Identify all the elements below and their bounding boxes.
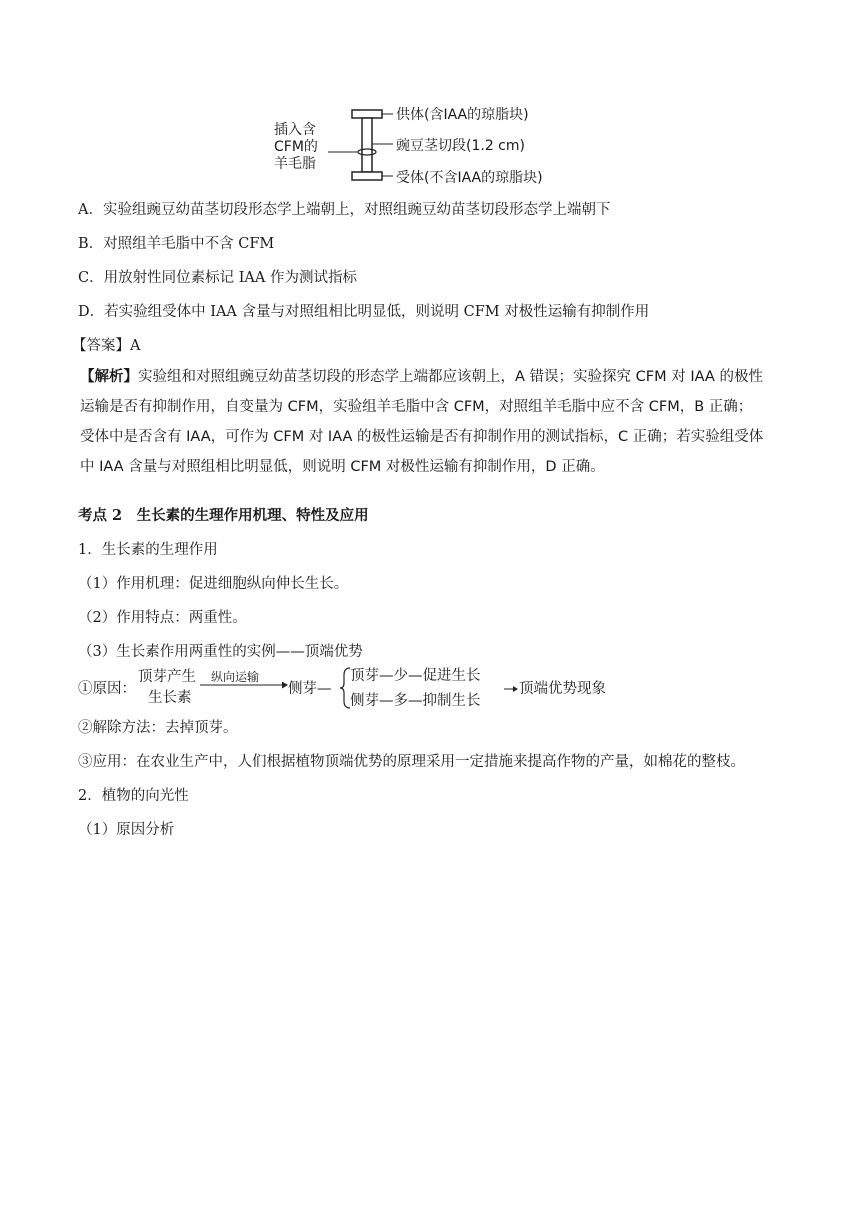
item-apply: ③应用：在农业生产中，人们根据植物顶端优势的原理采用一定措施来提高作物的产量，如棉花的整枝。 (78, 754, 745, 770)
flow-branch-top: 顶芽—少—促进生长 (350, 668, 481, 684)
cause-label: ①原因： (78, 681, 136, 697)
analysis-line-2: 运输是否有抑制作用，自变量为 CFM，实验组羊毛脂中含 CFM，对照组羊毛脂中应不含 CFM，B 正确； (80, 399, 753, 415)
flow-source-top: 顶芽产生 (138, 669, 196, 685)
analysis-line-4: 中 IAA 含量与对照组相比明显低，则说明 CFM 对极性运输有抑制作用，D 正确。 (80, 459, 605, 475)
flow-result: 顶端优势现象 (519, 681, 606, 697)
option-b: B．对照组羊毛脂中不含 CFM (78, 236, 275, 252)
item-example: （3）生长素作用两重性的实例——顶端优势 (78, 644, 363, 660)
heading-2: 2．植物的向光性 (78, 788, 189, 804)
figure-left-label-1: 插入含 (274, 122, 316, 138)
analysis-label: 【解析】 (80, 369, 138, 385)
callout-receiver: 受体(不含IAA的琼脂块) (396, 170, 543, 186)
analysis-line-1: 实验组和对照组豌豆幼苗茎切段的形态学上端都应该朝上，A 错误；实验探究 CFM 对 IAA 的极性 (138, 369, 763, 385)
flow-result-arrow (504, 684, 518, 694)
figure-left-label-3: 羊毛脂 (274, 156, 316, 172)
heading-1: 1．生长素的生理作用 (78, 542, 218, 558)
figure-left-label-2: CFM的 (274, 139, 318, 155)
option-d: D．若实验组受体中 IAA 含量与对照组相比明显低，则说明 CFM 对极性运输有抑制作用 (78, 304, 650, 320)
flow-target: 侧芽— (288, 681, 332, 697)
flow-arrow-label: 纵向运输 (211, 670, 260, 684)
answer: 【答案】A (72, 338, 141, 354)
flow-arrow (200, 680, 288, 690)
option-a: A．实验组豌豆幼苗茎切段形态学上端朝上，对照组豌豆幼苗茎切段形态学上端朝下 (78, 202, 611, 218)
flow-branch-bottom: 侧芽—多—抑制生长 (350, 693, 481, 709)
cause-flow (78, 664, 698, 714)
item-remove: ②解除方法：去掉顶芽。 (78, 720, 238, 736)
section-title: 考点 2 生长素的生理作用机理、特性及应用 (78, 507, 369, 524)
callout-stem: 豌豆茎切段(1.2 cm) (396, 138, 525, 154)
analysis-block (80, 362, 785, 482)
callout-donor: 供体(含IAA的琼脂块) (396, 107, 529, 123)
item-mechanism: （1）作用机理：促进细胞纵向伸长生长。 (78, 576, 349, 592)
option-c: C．用放射性同位素标记 IAA 作为测试指标 (78, 270, 357, 286)
analysis-line-3: 受体中是否含有 IAA，可作为 CFM 对 IAA 的极性运输是否有抑制作用的测试指标，C 正确；若实验组受体 (80, 429, 764, 445)
item-feature: （2）作用特点：两重性。 (78, 610, 247, 626)
experiment-figure (270, 100, 600, 190)
item-cause-analysis: （1）原因分析 (78, 822, 175, 838)
flow-source-bottom: 生长素 (148, 690, 192, 706)
